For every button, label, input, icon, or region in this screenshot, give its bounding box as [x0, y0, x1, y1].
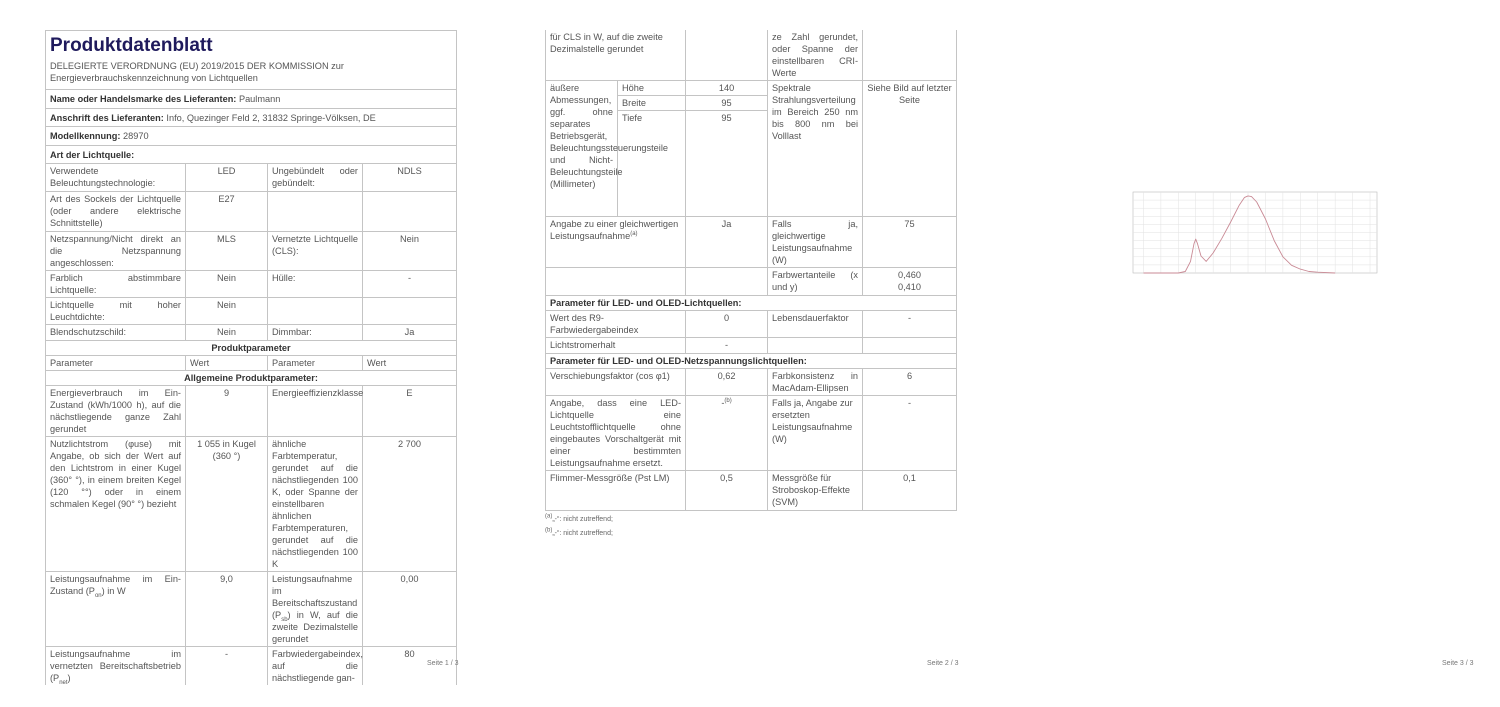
table-row — [546, 268, 957, 296]
param-value: Siehe Bild auf letzter Seite — [863, 81, 957, 217]
empty-cell — [546, 268, 686, 296]
param-value: Nein — [186, 297, 268, 324]
product-params-heading: Produktparameter — [46, 340, 457, 355]
param-value: MLS — [186, 231, 268, 270]
footnote-b — [545, 527, 957, 541]
text: - — [721, 398, 725, 408]
param-label: Messgröße für Stroboskop-Effekte (SVM) — [768, 471, 863, 511]
footnote-a — [545, 513, 957, 527]
param-label: Vernetzte Lichtquelle (CLS): — [268, 231, 363, 270]
param-value: 9 — [186, 385, 268, 436]
subtitle-line2: Energieverbrauchskennzeichnung von Lichtquellen — [50, 73, 258, 83]
table-row — [46, 436, 457, 571]
table-row — [546, 338, 957, 354]
subscript: sb — [281, 616, 288, 623]
text: Leistungsaufnahme im vernetzten Bereitschaftsbetrieb (P — [50, 648, 181, 683]
model-label: Modellkennung: — [50, 130, 121, 141]
param-value: 80 — [363, 646, 457, 685]
light-source-type-heading: Art der Lichtquelle: — [46, 145, 457, 163]
param-label: Farblich abstimmbare Lichtquelle: — [46, 270, 186, 297]
param-value: - — [863, 311, 957, 338]
footnote-mark: (b) — [724, 397, 732, 404]
param-label: Lichtquelle mit hoher Leuchtdichte: — [46, 297, 186, 324]
param-label: Nutzlichtstrom (φuse) mit Angabe, ob sich der Wert auf den Lichtstrom in einer Kugel (360° °), in einem breiten Kegel (120 °°) oder in einem schmalen Kegel (90° °) bezieht — [46, 436, 186, 571]
param-value: E — [363, 385, 457, 436]
text: ) in W, auf die zweite Dezimalstelle gerundet — [272, 609, 358, 644]
table-row — [46, 646, 457, 685]
param-label: Lebensdauerfaktor — [768, 311, 863, 338]
param-value — [686, 30, 768, 81]
column-header: Wert — [363, 355, 457, 370]
param-value: Ja — [686, 217, 768, 268]
address-row — [46, 108, 457, 126]
spectral-distribution-chart — [1125, 189, 1379, 285]
column-header: Parameter — [268, 355, 363, 370]
subscript: on — [94, 592, 102, 599]
mains-params-heading: Parameter für LED- und OLED-Netzspannungslichtquellen: — [546, 354, 957, 369]
param-label: Lichtstromerhalt — [546, 338, 686, 354]
param-value: - — [863, 396, 957, 471]
table-row — [546, 396, 957, 471]
supplier-row — [46, 89, 457, 108]
text: ) in W — [101, 585, 126, 596]
param-label: Farbwiedergabeindex, auf die nächstliegende gan- — [268, 646, 363, 685]
param-value — [363, 191, 457, 231]
param-value: Nein — [186, 324, 268, 340]
model-value: 28970 — [123, 130, 149, 141]
column-header: Wert — [186, 355, 268, 370]
footnote-mark: (a) — [630, 230, 638, 237]
param-value: Nein — [363, 231, 457, 270]
general-params-heading: Allgemeine Produktparameter: — [46, 370, 457, 385]
param-value — [686, 396, 768, 471]
param-label: Farbwertanteile (x und y) — [768, 268, 863, 296]
page-1 — [45, 30, 457, 685]
empty-cell — [686, 268, 768, 296]
param-label: Verschiebungsfaktor (cos φ1) — [546, 369, 686, 396]
text: Leistungsaufnahme im Bereitschaftszustand (P — [272, 573, 358, 620]
param-value: 0,1 — [863, 471, 957, 511]
param-value: - — [186, 646, 268, 685]
dimensions-label: äußere Abmessungen, ggf. ohne separates Betriebsgerät, Beleuchtungssteuerungsteile und Nicht-Beleuchtungsteile (Millimeter) — [546, 81, 618, 217]
chroma-x: 0,460 — [898, 270, 922, 280]
param-label: Verwendete Beleuchtungstechnologie: — [46, 163, 186, 191]
page-number-1: Seite 1 / 3 — [427, 660, 459, 667]
table-row — [46, 571, 457, 646]
footnote-text: „-“: nicht zutreffend; — [552, 516, 613, 523]
address-value: Info, Quezinger Feld 2, 31832 Springe-Völksen, DE — [166, 112, 376, 123]
param-value — [863, 268, 957, 296]
product-datasheet-table — [45, 30, 457, 685]
param-label: ähnliche Farbtemperatur, gerundet auf die nächstliegenden 100 K, oder Spanne der einstellbaren ähnlichen Farbtemperaturen, gerundet auf die nächstliegenden 100 K — [268, 436, 363, 571]
param-label: Dimmbar: — [268, 324, 363, 340]
dimension-name: Breite — [618, 96, 686, 111]
product-datasheet-table-continued — [545, 30, 957, 511]
param-value: 9,0 — [186, 571, 268, 646]
param-value: 2 700 — [363, 436, 457, 571]
dimension-value: 95 — [686, 111, 768, 217]
page-number-2: Seite 2 / 3 — [927, 660, 959, 667]
table-row — [46, 297, 457, 324]
param-label: Wert des R9-Farbwiedergabeindex — [546, 311, 686, 338]
table-row — [46, 324, 457, 340]
page-3 — [1125, 189, 1379, 290]
address-label: Anschrift des Lieferanten: — [50, 112, 164, 123]
page-title: Produktdatenblatt — [50, 35, 213, 56]
supplier-label: Name oder Handelsmarke des Lieferanten: — [50, 93, 237, 104]
chroma-y: 0,410 — [898, 282, 922, 292]
dimension-name: Tiefe — [618, 111, 686, 217]
table-row — [546, 369, 957, 396]
param-label: Angabe, dass eine LED-Lichtquelle eine Leuchtstofflichtquelle ohne eingebautes Vorschaltgerät mit einer bestimmten Leistungsaufnahme ersetzt. — [546, 396, 686, 471]
param-value: E27 — [186, 191, 268, 231]
param-label: Art des Sockels der Lichtquelle (oder andere elektrische Schnittstelle) — [46, 191, 186, 231]
param-label: Falls ja, gleichwertige Leistungsaufnahme (W) — [768, 217, 863, 268]
param-label: Falls ja, Angabe zur ersetzten Leistungsaufnahme (W) — [768, 396, 863, 471]
param-value: 6 — [863, 369, 957, 396]
param-value: NDLS — [363, 163, 457, 191]
param-value: 0,62 — [686, 369, 768, 396]
table-row — [46, 231, 457, 270]
column-header: Parameter — [46, 355, 186, 370]
param-label: Netzspannung/Nicht direkt an die Netzspannung angeschlossen: — [46, 231, 186, 270]
param-label: Hülle: — [268, 270, 363, 297]
param-label — [46, 646, 186, 685]
param-label — [546, 217, 686, 268]
param-value: - — [363, 270, 457, 297]
table-row — [546, 217, 957, 268]
param-label: für CLS in W, auf die zweite Dezimalstelle gerundet — [546, 30, 686, 81]
supplier-value: Paulmann — [238, 93, 281, 104]
param-label — [268, 191, 363, 231]
param-label: Flimmer-Messgröße (Pst LM) — [546, 471, 686, 511]
param-value: Ja — [363, 324, 457, 340]
page-2 — [545, 30, 957, 541]
table-row — [46, 163, 457, 191]
page-number-3: Seite 3 / 3 — [1442, 660, 1474, 667]
column-headers — [46, 355, 457, 370]
table-row — [46, 191, 457, 231]
subtitle-cell — [46, 59, 457, 89]
table-row — [46, 270, 457, 297]
param-label: Energieeffizienzklasse — [268, 385, 363, 436]
table-row — [46, 385, 457, 436]
subtitle-line1: DELEGIERTE VERORDNUNG (EU) 2019/2015 DER KOMMISSION zur — [50, 61, 344, 71]
subscript: net — [59, 679, 68, 686]
dimension-value: 95 — [686, 96, 768, 111]
param-label: Farbkonsistenz in MacAdam-Ellipsen — [768, 369, 863, 396]
param-value: 1 055 in Kugel (360 °) — [186, 436, 268, 571]
param-label — [268, 571, 363, 646]
footnote-text: „-“: nicht zutreffend; — [552, 530, 613, 537]
table-row — [546, 311, 957, 338]
footnote-mark: (a) — [545, 513, 553, 520]
param-label — [46, 571, 186, 646]
param-label — [768, 338, 863, 354]
dimension-value: 140 — [686, 81, 768, 96]
text: Leistungsaufnahme im Ein-Zustand (P — [50, 573, 181, 596]
param-value: 0 — [686, 311, 768, 338]
title-cell — [46, 31, 457, 60]
param-value: 0,5 — [686, 471, 768, 511]
text: Angabe zu einer gleichwertigen Leistungsaufnahme — [550, 219, 679, 241]
param-value — [363, 297, 457, 324]
param-value: LED — [186, 163, 268, 191]
param-label: Energieverbrauch im Ein-Zustand (kWh/1000 h), auf die nächstliegende ganze Zahl gerundet — [46, 385, 186, 436]
table-row — [546, 471, 957, 511]
model-row — [46, 126, 457, 145]
param-label: Spektrale Strahlungsverteilung im Bereich 250 nm bis 800 nm bei Volllast — [768, 81, 863, 217]
param-label: Blendschutzschild: — [46, 324, 186, 340]
param-value: 75 — [863, 217, 957, 268]
param-value: - — [686, 338, 768, 354]
dimension-name: Höhe — [618, 81, 686, 96]
footnote-mark: (b) — [545, 527, 553, 534]
table-row — [546, 30, 957, 81]
param-label — [268, 297, 363, 324]
table-row — [546, 81, 957, 96]
text: ) — [67, 672, 71, 683]
param-value: 0,00 — [363, 571, 457, 646]
param-value — [863, 30, 957, 81]
param-value: Nein — [186, 270, 268, 297]
param-value — [863, 338, 957, 354]
param-label: Ungebündelt oder gebündelt: — [268, 163, 363, 191]
param-label: ze Zahl gerundet, oder Spanne der einstellbaren CRI-Werte — [768, 30, 863, 81]
led-params-heading: Parameter für LED- und OLED-Lichtquellen: — [546, 296, 957, 311]
